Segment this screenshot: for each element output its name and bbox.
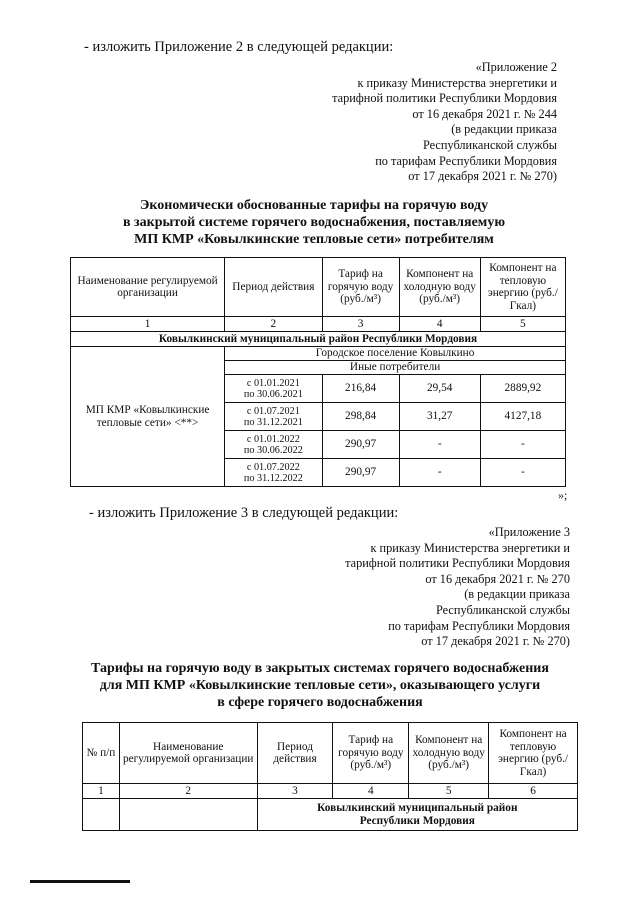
number-cell: 3 <box>257 784 333 799</box>
header-cell: Компонент на холодную воду (руб./м³) <box>399 258 480 317</box>
consumers-cell: Иные потребители <box>225 361 566 375</box>
note-line: тарифной политики Республики Мордовия <box>345 556 570 571</box>
note-line: по тарифам Республики Мордовия <box>388 618 570 633</box>
header-cell: Тариф на горячую воду (руб./м³) <box>333 723 409 784</box>
empty-cell <box>119 799 257 831</box>
note-line: от 16 декабря 2021 г. № 244 <box>412 106 557 121</box>
period-from: с 01.01.2022 <box>246 433 300 445</box>
number-cell: 5 <box>480 317 565 332</box>
period-cell <box>225 375 322 403</box>
number-cell: 4 <box>399 317 480 332</box>
period-to: по 31.12.2022 <box>243 472 303 484</box>
header-cell: Наименование регулируемой организации <box>119 723 257 784</box>
number-row <box>71 317 566 332</box>
cold-cell: - <box>399 431 480 459</box>
district-cell <box>257 799 577 831</box>
number-cell: 3 <box>322 317 399 332</box>
header-cell: Период действия <box>225 258 322 317</box>
empty-cell <box>83 799 120 831</box>
closing-quote: »; <box>558 488 568 502</box>
period-cell <box>225 459 322 487</box>
heat-cell: 2889,92 <box>480 375 565 403</box>
note-line: к приказу Министерства энергетики и <box>370 540 570 555</box>
note-line: «Приложение 3 <box>488 525 570 539</box>
period-from: с 01.01.2021 <box>246 377 300 389</box>
number-cell: 6 <box>489 784 578 799</box>
org-cell: МП КМР «Ковылкинские тепловые сети» <**> <box>71 347 225 487</box>
header-cell: Компонент на тепловую энергию (руб./Гкал) <box>480 258 565 317</box>
number-cell: 2 <box>225 317 322 332</box>
header-cell: № п/п <box>83 723 120 784</box>
note-line: от 17 декабря 2021 г. № 270) <box>421 634 570 649</box>
settlement-cell: Городское поселение Ковылкино <box>225 347 566 361</box>
period-from: с 01.07.2021 <box>246 405 300 417</box>
period-from: с 01.07.2022 <box>246 461 300 473</box>
number-cell: 2 <box>119 784 257 799</box>
tariff-cell: 290,97 <box>322 459 399 487</box>
cold-cell: - <box>399 459 480 487</box>
appendix2-table <box>70 257 566 487</box>
page-edge-line <box>30 880 130 883</box>
title-line: Тарифы на горячую воду в закрытых системах горячего водоснабжения <box>91 661 549 676</box>
number-cell: 5 <box>409 784 489 799</box>
district-line: Ковылкинский муниципальный район <box>317 802 518 814</box>
number-cell: 1 <box>71 317 225 332</box>
note-line: к приказу Министерства энергетики и <box>357 75 557 90</box>
appendix3-table <box>82 722 578 831</box>
heat-cell: 4127,18 <box>480 403 565 431</box>
header-cell: Тариф на горячую воду (руб./м³) <box>322 258 399 317</box>
header-cell: Компонент на холодную воду (руб./м³) <box>409 723 489 784</box>
header-cell: Компонент на тепловую энергию (руб./Гкал) <box>489 723 578 784</box>
title-line: МП КМР «Ковылкинские тепловые сети» потребителям <box>134 232 494 247</box>
appendix3-intro: - изложить Приложение 3 в следующей редакции: <box>89 505 399 521</box>
appendix2-intro: - изложить Приложение 2 в следующей редакции: <box>84 39 394 55</box>
note-line: от 17 декабря 2021 г. № 270) <box>408 169 557 184</box>
note-line: по тарифам Республики Мордовия <box>375 153 557 168</box>
appendix2-title <box>64 197 564 248</box>
number-row <box>83 784 578 799</box>
header-row <box>83 723 578 784</box>
period-to: по 31.12.2021 <box>243 416 303 428</box>
number-cell: 1 <box>83 784 120 799</box>
cold-cell: 29,54 <box>399 375 480 403</box>
period-cell <box>225 403 322 431</box>
header-cell: Период действия <box>257 723 333 784</box>
heat-cell: - <box>480 459 565 487</box>
title-line: в сфере горячего водоснабжения <box>217 695 423 710</box>
tariff-cell: 216,84 <box>322 375 399 403</box>
heat-cell: - <box>480 431 565 459</box>
header-row <box>71 258 566 317</box>
appendix3-note <box>270 525 570 650</box>
tariff-cell: 290,97 <box>322 431 399 459</box>
note-line: от 16 декабря 2021 г. № 270 <box>425 571 570 586</box>
note-line: тарифной политики Республики Мордовия <box>332 91 557 106</box>
cold-cell: 31,27 <box>399 403 480 431</box>
title-line: в закрытой системе горячего водоснабжения, поставляемую <box>122 215 506 230</box>
appendix3-title <box>60 660 580 711</box>
district-row <box>71 332 566 347</box>
district-line: Республики Мордовия <box>359 814 475 827</box>
title-line: Экономически обоснованные тарифы на горячую воду <box>139 198 489 213</box>
district-cell: Ковылкинский муниципальный район Республики Мордовия <box>71 332 566 347</box>
number-cell: 4 <box>333 784 409 799</box>
note-line: (в редакции приказа <box>451 122 557 137</box>
title-line: для МП КМР «Ковылкинские тепловые сети», оказывающего услуги <box>99 678 541 693</box>
note-line: Республиканской службы <box>422 137 557 152</box>
header-cell: Наименование регулируемой организации <box>71 258 225 317</box>
tariff-cell: 298,84 <box>322 403 399 431</box>
note-line: Республиканской службы <box>435 602 570 617</box>
period-cell <box>225 431 322 459</box>
district-row <box>83 799 578 831</box>
note-line: (в редакции приказа <box>464 587 570 602</box>
note-line: «Приложение 2 <box>475 60 557 74</box>
settlement-row <box>71 347 566 361</box>
period-to: по 30.06.2021 <box>243 388 303 400</box>
period-to: по 30.06.2022 <box>243 444 303 456</box>
appendix2-note <box>257 60 557 185</box>
